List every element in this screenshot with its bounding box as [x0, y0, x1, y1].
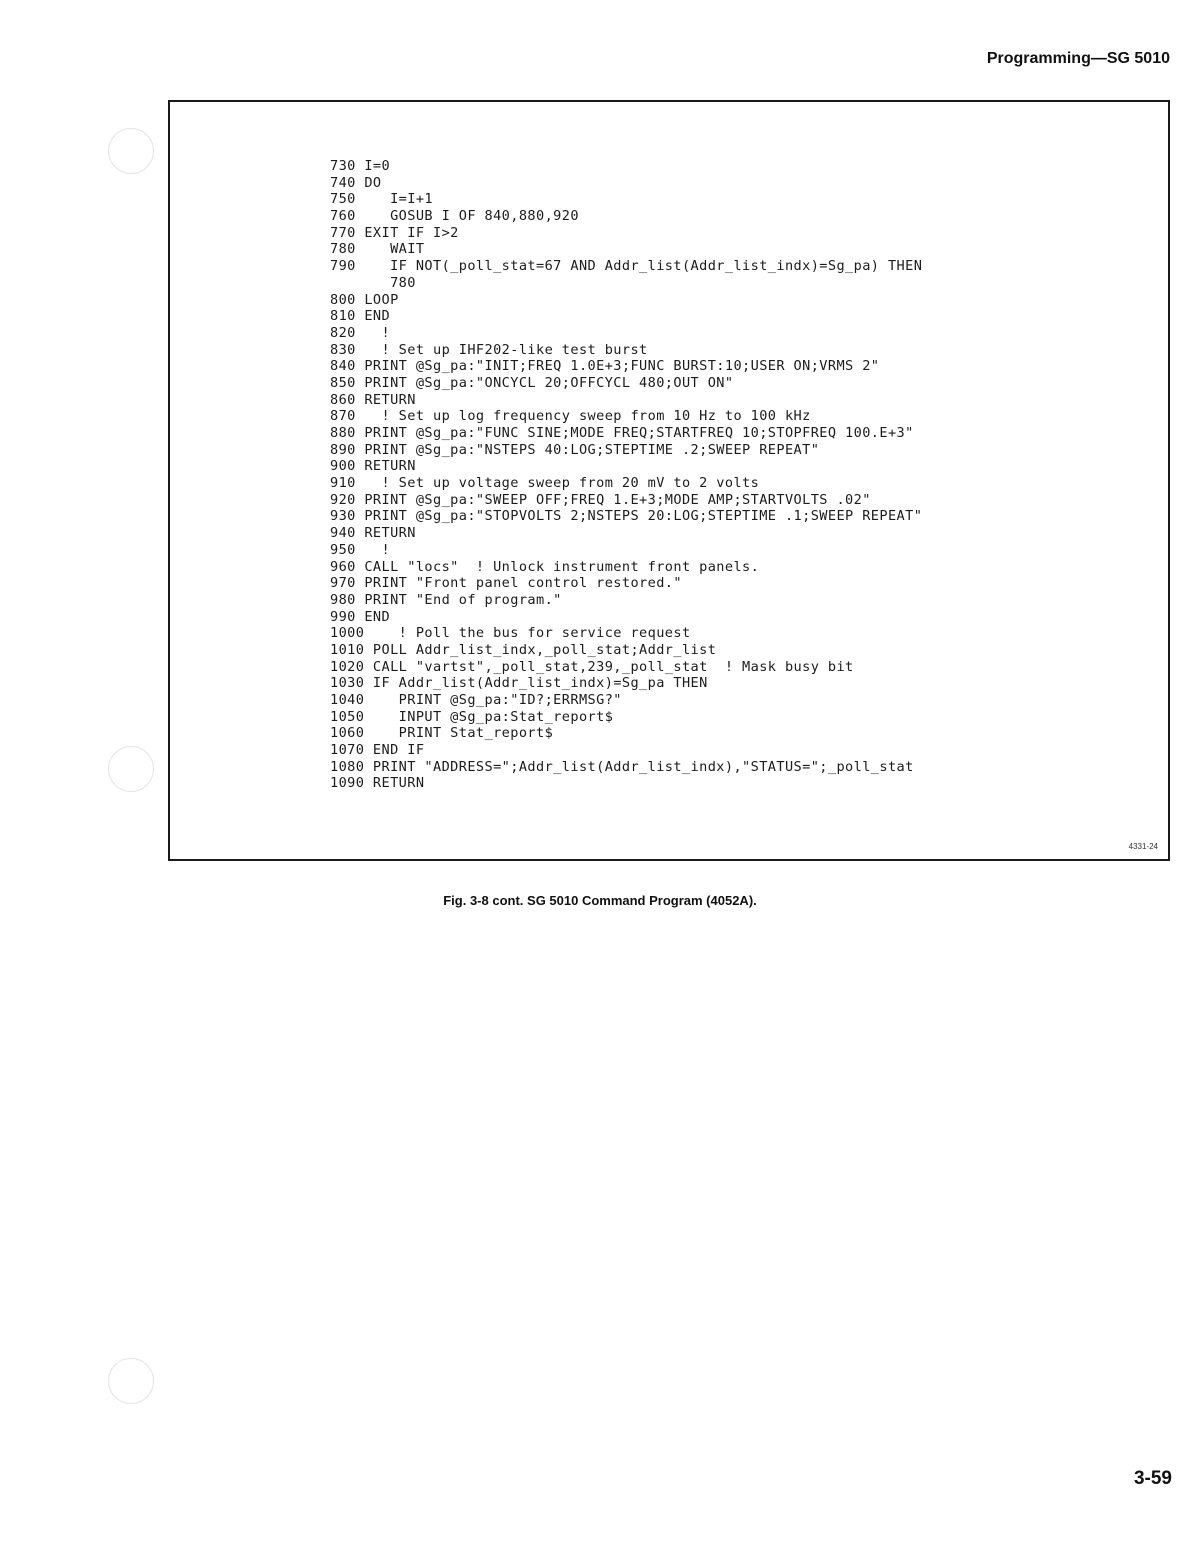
code-line: 860 RETURN	[330, 391, 416, 408]
code-line: 760 GOSUB I OF 840,880,920	[330, 208, 579, 225]
code-line: 800 LOOP	[330, 291, 399, 308]
code-line: 1090 RETURN	[330, 775, 425, 792]
code-line: 1010 POLL Addr_list_indx,_poll_stat;Addr_list	[330, 641, 717, 658]
code-line: 770 EXIT IF I>2	[330, 224, 459, 241]
code-line: 990 END	[330, 608, 391, 625]
code-line: 1020 CALL "vartst",_poll_stat,239,_poll_stat ! Mask busy bit	[330, 658, 854, 675]
code-line: 920 PRINT @Sg_pa:"SWEEP OFF;FREQ 1.E+3;MODE AMP;STARTVOLTS .02"	[330, 491, 871, 508]
code-line: 780	[330, 274, 416, 291]
code-line: 1030 IF Addr_list(Addr_list_indx)=Sg_pa THEN	[330, 675, 708, 692]
punch-hole-bottom	[108, 1358, 154, 1404]
code-line: 930 PRINT @Sg_pa:"STOPVOLTS 2;NSTEPS 20:LOG;STEPTIME .1;SWEEP REPEAT"	[330, 508, 923, 525]
figure-caption: Fig. 3-8 cont. SG 5010 Command Program (4052A).	[443, 893, 757, 908]
code-line: 780 WAIT	[330, 241, 425, 258]
code-line: 1040 PRINT @Sg_pa:"ID?;ERRMSG?"	[330, 692, 622, 708]
code-line: 890 PRINT @Sg_pa:"NSTEPS 40:LOG;STEPTIME .2;SWEEP REPEAT"	[330, 441, 820, 458]
figure-frame	[168, 100, 1170, 861]
program-listing	[330, 158, 922, 792]
code-line: 790 IF NOT(_poll_stat=67 AND Addr_list(Addr_list_indx)=Sg_pa) THEN	[330, 258, 923, 275]
code-line: 950 !	[330, 541, 391, 558]
code-line: 1050 INPUT @Sg_pa:Stat_report$	[330, 708, 614, 725]
code-line: 1070 END IF	[330, 742, 425, 759]
code-line: 900 RETURN	[330, 458, 416, 475]
code-line: 910 ! Set up voltage sweep from 20 mV to 2 volts	[330, 475, 760, 492]
code-line: 730 I=0	[330, 158, 391, 174]
page-number: 3-59	[1133, 1468, 1172, 1489]
code-line: 970 PRINT "Front panel control restored."	[330, 575, 682, 592]
code-line: 870 ! Set up log frequency sweep from 10 Hz to 100 kHz	[330, 408, 811, 425]
code-line: 1000 ! Poll the bus for service request	[330, 625, 691, 642]
code-line: 880 PRINT @Sg_pa:"FUNC SINE;MODE FREQ;STARTFREQ 10;STOPFREQ 100.E+3"	[330, 425, 914, 441]
code-line: 830 ! Set up IHF202-like test burst	[330, 341, 648, 358]
code-line: 740 DO	[330, 174, 382, 191]
code-line: 750 I=I+1	[330, 191, 434, 208]
code-line: 820 !	[330, 324, 391, 341]
code-line: 840 PRINT @Sg_pa:"INIT;FREQ 1.0E+3;FUNC BURST:10;USER ON;VRMS 2"	[330, 358, 880, 375]
code-line: 1080 PRINT "ADDRESS=";Addr_list(Addr_list_indx),"STATUS=";_poll_stat	[330, 758, 914, 775]
code-line: 810 END	[330, 308, 391, 325]
figure-id: 4331-24	[1128, 842, 1158, 851]
punch-hole-middle	[108, 746, 154, 792]
code-line: 1060 PRINT Stat_report$	[330, 725, 554, 742]
running-header: Programming—SG 5010	[986, 50, 1170, 67]
code-line: 960 CALL "locs" ! Unlock instrument front panels.	[330, 558, 760, 575]
code-line: 940 RETURN	[330, 525, 416, 542]
code-line: 850 PRINT @Sg_pa:"ONCYCL 20;OFFCYCL 480;OUT ON"	[330, 374, 734, 391]
code-line: 980 PRINT "End of program."	[330, 591, 562, 608]
punch-hole-top	[108, 128, 154, 174]
